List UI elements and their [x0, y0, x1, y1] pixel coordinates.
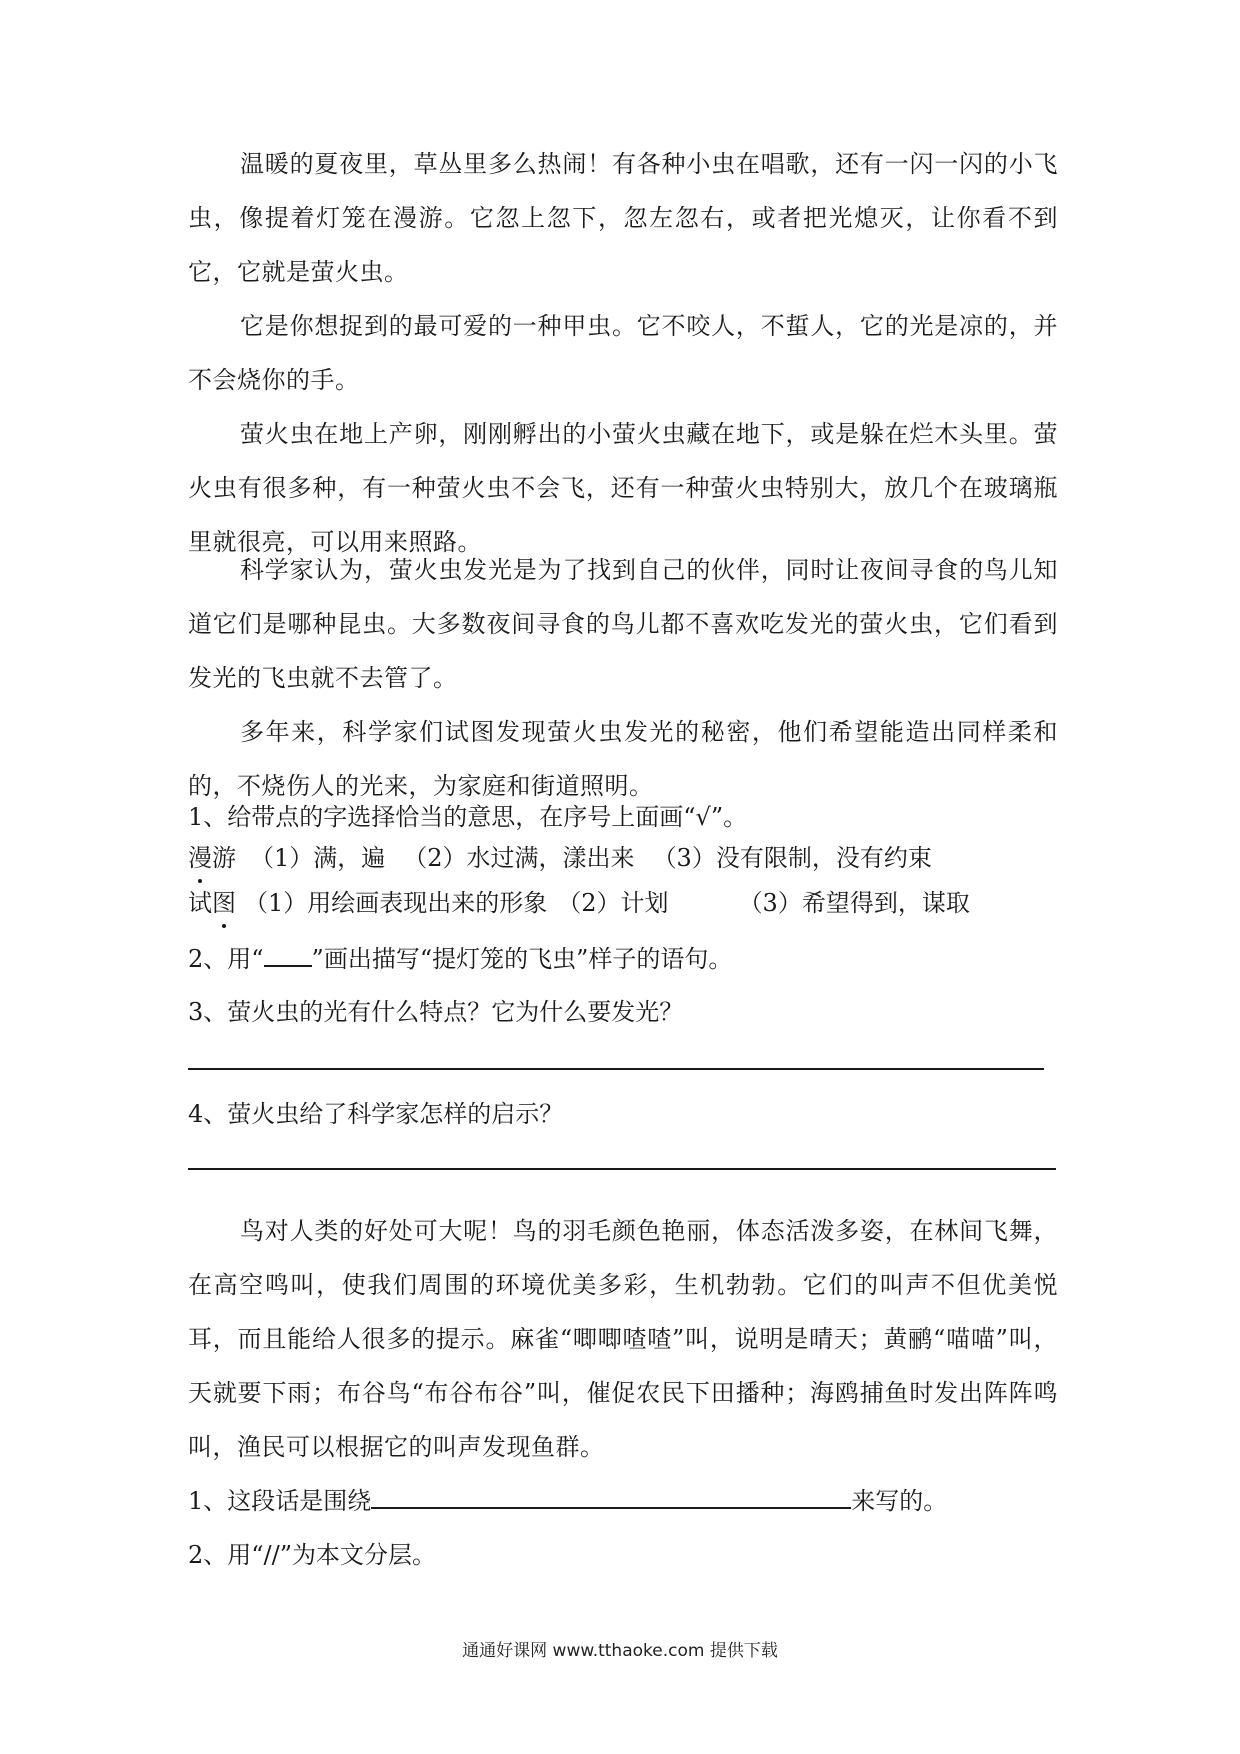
dotted-character: 图 — [212, 886, 236, 920]
answer-line-q3[interactable] — [188, 1068, 1044, 1070]
passage1-paragraph-3: 萤火虫在地上产卵，刚刚孵出的小萤火虫藏在地下，或是躲在烂木头里。萤火虫有很多种，有一种萤火虫不会飞，还有一种萤火虫特别大，放几个在玻璃瓶里就很亮，可以用来照路。 — [188, 420, 1058, 556]
option-2: （2）水过满，漾出来 — [403, 844, 635, 872]
question-2-suffix: ”画出描写“提灯笼的飞虫”样子的语句。 — [311, 945, 733, 973]
dotted-character: 漫 — [188, 841, 212, 875]
question-2-prefix: 2、用“ — [188, 945, 264, 973]
passage1-paragraph-5: 多年来，科学家们试图发现萤火虫发光的秘密，他们希望能造出同样柔和的，不烧伤人的光来，为家庭和街道照明。 — [188, 718, 1058, 800]
option-3: （3）希望得到，谋取 — [738, 889, 970, 917]
underline-sample — [264, 945, 312, 967]
passage1-paragraph-1: 温暖的夏夜里，草丛里多么热闹！有各种小虫在唱歌，还有一闪一闪的小飞虫，像提着灯笼在漫游。它忽上忽下，忽左忽右，或者把光熄灭，让你看不到它，它就是萤火虫。 — [188, 150, 1058, 286]
word-rest: 试 — [188, 889, 212, 917]
passage1-question-1: 1、给带点的字选择恰当的意思，在序号上面画“√”。 — [188, 803, 748, 831]
fill-in-blank[interactable] — [371, 1485, 851, 1509]
download-footer: 通通好课网 www.tthaoke.com 提供下载 — [462, 1641, 778, 1661]
word-option-row-2 — [188, 886, 970, 920]
option-2: （2）计划 — [557, 889, 669, 917]
passage2-paragraph: 鸟对人类的好处可大呢！鸟的羽毛颜色艳丽，体态活泼多姿，在林间飞舞，在高空鸣叫，使我们周围的环境优美多彩，生机勃勃。它们的叫声不但优美悦耳，而且能给人很多的提示。麻雀“唧唧喳喳”叫，说明是晴天；黄鹂“喵喵”叫，天就要下雨；布谷鸟“布谷布谷”叫，催促农民下田播种；海鸥捕鱼时发出阵阵鸣叫，渔民可以根据它的叫声发现鱼群。 — [188, 1217, 1058, 1461]
passage2-question-1 — [188, 1484, 947, 1518]
passage1-paragraph-2: 它是你想捉到的最可爱的一种甲虫。它不咬人，不蜇人，它的光是凉的，并不会烧你的手。 — [188, 312, 1058, 394]
word-option-row-1 — [188, 841, 932, 875]
option-1: （1）用绘画表现出来的形象 — [244, 889, 548, 917]
option-1: （1）满，遍 — [250, 844, 386, 872]
answer-line-q4[interactable] — [188, 1168, 1056, 1170]
passage2-question-2: 2、用“//”为本文分层。 — [188, 1541, 436, 1569]
passage1-question-4: 4、萤火虫给了科学家怎样的启示？ — [188, 1100, 564, 1128]
question-1-suffix: 来写的。 — [851, 1487, 948, 1515]
passage1-question-2 — [188, 942, 732, 976]
passage1-question-3: 3、萤火虫的光有什么特点？它为什么要发光？ — [188, 998, 684, 1026]
passage1-paragraph-4: 科学家认为，萤火虫发光是为了找到自己的伙伴，同时让夜间寻食的鸟儿知道它们是哪种昆虫。大多数夜间寻食的鸟儿都不喜欢吃发光的萤火虫，它们看到发光的飞虫就不去管了。 — [188, 556, 1058, 692]
word-rest: 游 — [212, 844, 236, 872]
option-3: （3）没有限制，没有约束 — [652, 844, 932, 872]
question-1-prefix: 1、这段话是围绕 — [188, 1487, 372, 1515]
